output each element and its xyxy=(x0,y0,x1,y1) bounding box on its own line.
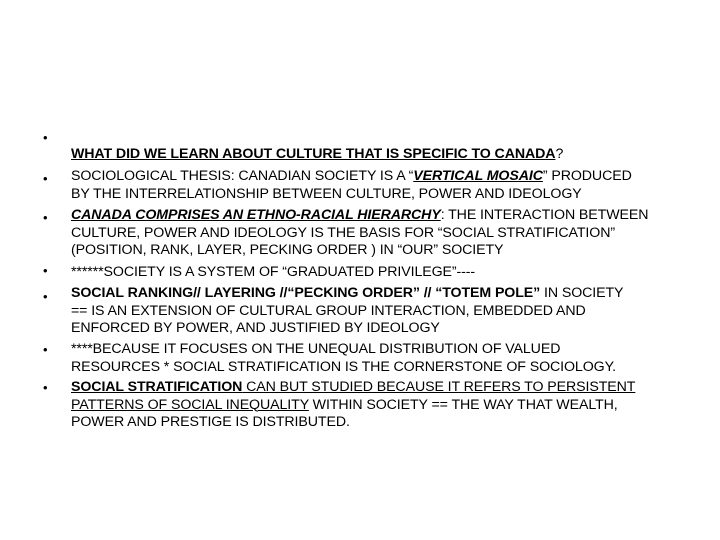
text-line xyxy=(71,397,683,415)
bullet-marker: • xyxy=(43,210,48,225)
text-line xyxy=(71,168,683,186)
text-line xyxy=(71,186,683,204)
bullet-marker: • xyxy=(43,380,48,395)
bullet-marker: • xyxy=(43,171,48,186)
text-run: WHAT DID WE LEARN ABOUT CULTURE THAT IS SPECIFIC TO CANADA xyxy=(71,146,556,162)
bullet-marker: • xyxy=(43,130,48,145)
text-line xyxy=(71,341,683,359)
bullet-text xyxy=(71,379,683,432)
bullet-text xyxy=(71,341,683,376)
text-line xyxy=(71,225,683,243)
text-run: PATTERNS OF SOCIAL INEQUALITY xyxy=(71,396,309,413)
text-run: ? xyxy=(555,146,564,162)
text-line xyxy=(71,414,683,432)
text-line xyxy=(71,379,683,397)
text-line xyxy=(71,242,683,260)
text-run: VERTICAL MOSAIC xyxy=(413,168,543,184)
text-run: CANADA COMPRISES AN ETHNO-RACIAL HIERARCHY xyxy=(71,207,441,223)
text-line xyxy=(71,320,683,338)
text-run: SOCIOLOGICAL THESIS: CANADIAN SOCIETY IS A “ xyxy=(71,168,414,184)
text-run: ” PRODUCED xyxy=(542,168,632,184)
bullet-text xyxy=(71,168,683,203)
text-line xyxy=(71,285,683,303)
text-run: : THE INTERACTION BETWEEN xyxy=(440,207,649,223)
text-run: RESOURCES * SOCIAL STRATIFICATION IS THE CORNERSTONE OF SOCIOLOGY. xyxy=(71,358,616,375)
text-line xyxy=(71,264,683,282)
text-run: CULTURE, POWER AND IDEOLOGY IS THE BASIS FOR “SOCIAL STRATIFICATION” xyxy=(71,224,615,241)
text-run: ****BECAUSE IT FOCUSES ON THE UNEQUAL DISTRIBUTION OF VALUED xyxy=(71,341,561,357)
bullet-text xyxy=(71,207,683,260)
text-line xyxy=(71,207,683,225)
text-run: == IS AN EXTENSION OF CULTURAL GROUP INTERACTION, EMBEDDED AND xyxy=(71,302,586,319)
text-run: IN SOCIETY xyxy=(540,285,624,301)
text-run: CAN BUT STUDIED BECAUSE IT REFERS TO PERSISTENT xyxy=(242,379,636,395)
text-run: SOCIAL RANKING// LAYERING //“PECKING ORDER” // “TOTEM POLE” xyxy=(71,285,541,301)
bullet-text xyxy=(71,146,683,164)
text-run: ******SOCIETY IS A SYSTEM OF “GRADUATED PRIVILEGE”---- xyxy=(71,264,476,280)
bullet-marker: • xyxy=(43,342,48,357)
bullet-marker: • xyxy=(43,289,48,304)
text-run: ENFORCED BY POWER, AND JUSTIFIED BY IDEOLOGY xyxy=(71,320,440,336)
text-run: POWER AND PRESTIGE IS DISTRIBUTED. xyxy=(71,414,350,430)
text-run: (POSITION, RANK, LAYER, PECKING ORDER ) IN “OUR” SOCIETY xyxy=(71,242,504,258)
bullet-text xyxy=(71,285,683,338)
text-run: BY THE INTERRELATIONSHIP BETWEEN CULTURE, POWER AND IDEOLOGY xyxy=(71,185,582,202)
text-run: WITHIN SOCIETY == THE WAY THAT WEALTH, xyxy=(308,396,618,413)
text-line xyxy=(71,359,683,377)
bullet-text xyxy=(71,264,683,282)
text-line xyxy=(71,146,683,164)
text-run: SOCIAL STRATIFICATION xyxy=(71,379,243,395)
text-line xyxy=(71,303,683,321)
bullet-marker: • xyxy=(43,263,48,278)
